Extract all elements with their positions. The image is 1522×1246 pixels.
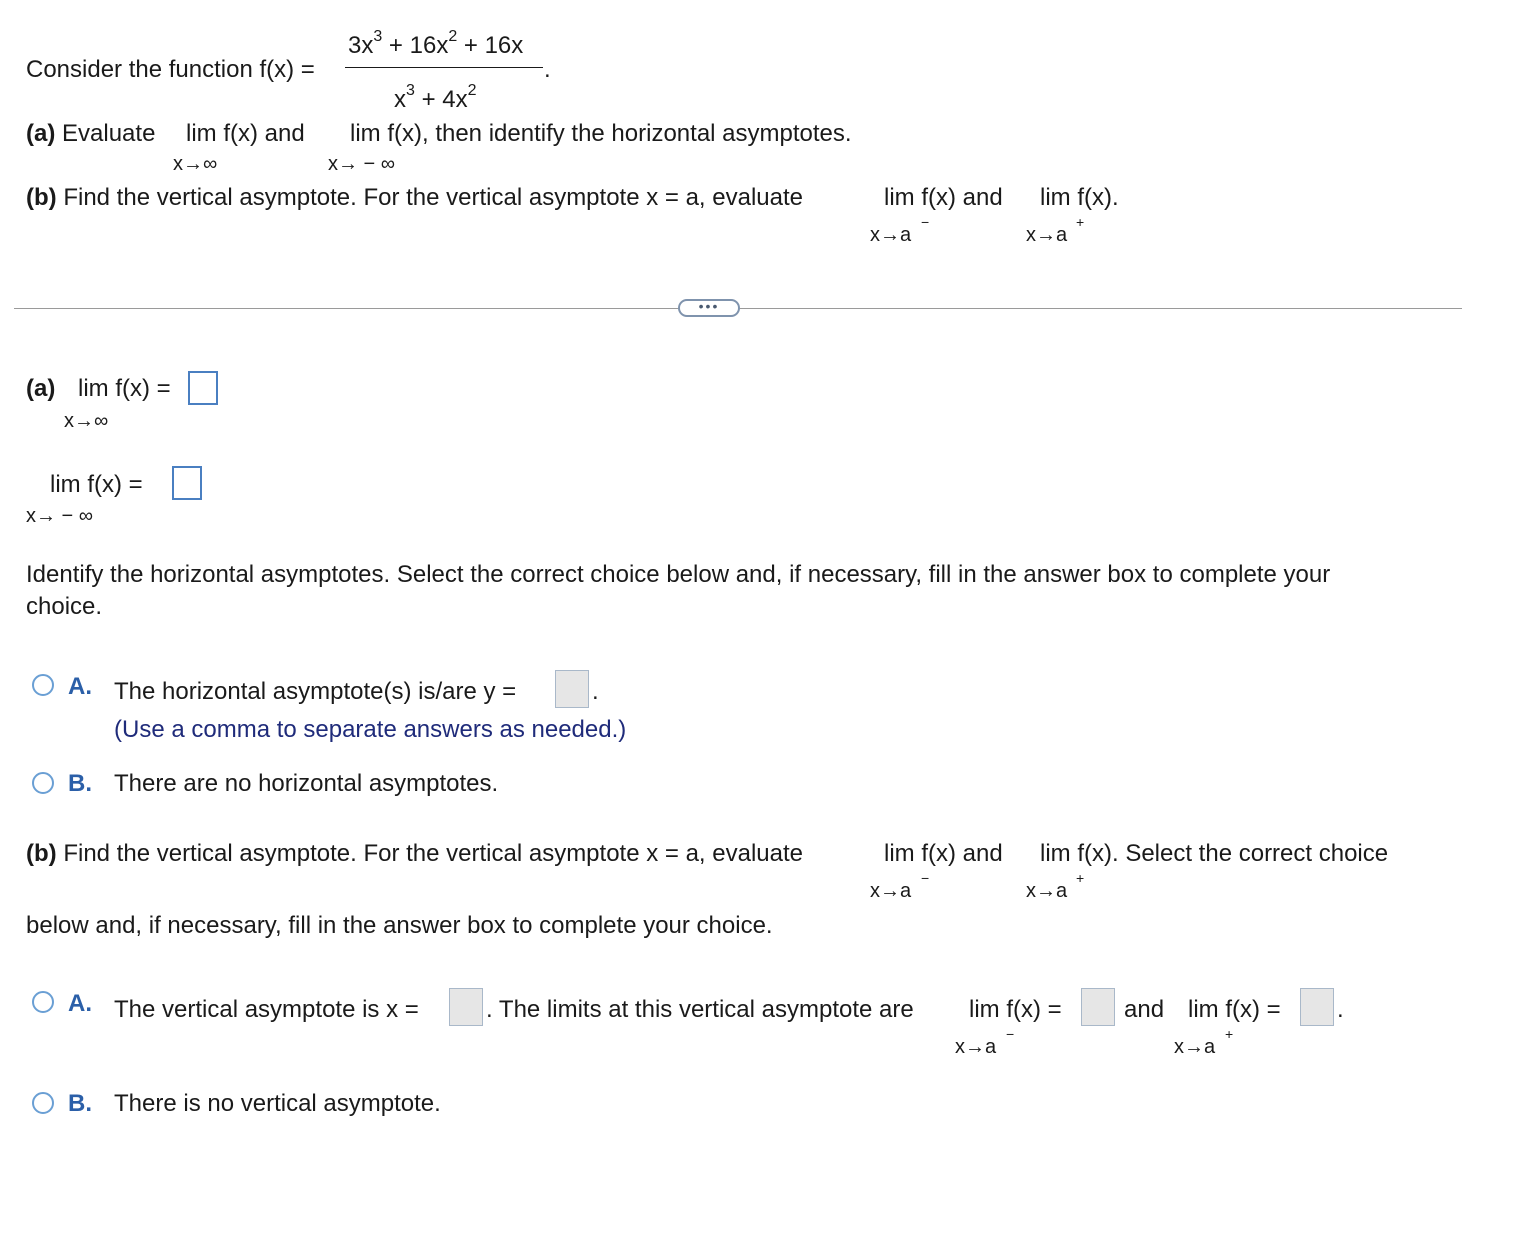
limit-inf-answer-box[interactable] (188, 371, 218, 405)
part-b-prompt: (b) Find the vertical asymptote. For the vertical asymptote x = a, evaluate (26, 184, 804, 211)
part-b-q-sup2: + (1076, 870, 1085, 886)
choice-va-sup1: − (1006, 1026, 1015, 1042)
part-a-prompt: (a) Evaluate (26, 120, 156, 147)
part-a-sub1: x→∞ (173, 153, 218, 175)
choice-va-letter: A. (68, 990, 92, 1017)
choice-va-sup2: + (1225, 1026, 1234, 1042)
limit-neg-inf-answer-box[interactable] (172, 466, 202, 500)
part-b-q-lim2: lim f(x). Select the correct choice (1040, 840, 1389, 867)
choice-a-hint: (Use a comma to separate answers as needed.) (114, 716, 627, 743)
choice-b-text: There are no horizontal asymptotes. (114, 770, 499, 797)
part-b-lim1: lim f(x) and (884, 184, 1003, 211)
part-b-sub2: x→a (1026, 224, 1068, 246)
identify-line2: choice. (26, 593, 103, 620)
choice-va-lim1: lim f(x) = (969, 996, 1062, 1023)
answer-a-sub1: x→∞ (64, 410, 109, 432)
radio-choice-a-vertical[interactable] (32, 991, 54, 1013)
part-b-q-line2: below and, if necessary, fill in the answer box to complete your choice. (26, 912, 773, 939)
part-b-q-lim1: lim f(x) and (884, 840, 1003, 867)
choice-vb-letter: B. (68, 1090, 92, 1117)
part-a-sub2: x→ − ∞ (328, 153, 396, 175)
radio-choice-a-horizontal[interactable] (32, 674, 54, 696)
horizontal-asymptote-input[interactable] (555, 670, 589, 708)
intro-period: . (544, 56, 551, 83)
choice-va-period: . (1337, 996, 1344, 1023)
left-limit-input[interactable] (1081, 988, 1115, 1026)
right-limit-input[interactable] (1300, 988, 1334, 1026)
part-b-sup2: + (1076, 214, 1085, 230)
expand-dots-button[interactable]: ••• (678, 299, 740, 317)
answer-a-lim2: lim f(x) = (50, 471, 143, 498)
part-a-lim2: lim f(x), then identify the horizontal asymptotes. (350, 120, 852, 147)
answer-a-lim1: lim f(x) = (78, 375, 171, 402)
vertical-asymptote-input[interactable] (449, 988, 483, 1026)
part-a-lim1: lim f(x) and (186, 120, 305, 147)
choice-va-sub2: x→a (1174, 1036, 1216, 1058)
radio-choice-b-horizontal[interactable] (32, 772, 54, 794)
choice-va-text2: . The limits at this vertical asymptote are (486, 996, 914, 1023)
choice-va-and: and (1124, 996, 1165, 1023)
part-b-sub1: x→a (870, 224, 912, 246)
choice-a-text: The horizontal asymptote(s) is/are y = (114, 678, 517, 705)
part-b-q-sup1: − (921, 870, 930, 886)
part-b-question: (b) Find the vertical asymptote. For the vertical asymptote x = a, evaluate (26, 840, 804, 867)
numerator: $3x^3 + 16x^2 + 16x$ (348, 28, 524, 59)
intro-text: Consider the function f(x) = (26, 56, 315, 83)
choice-vb-text: There is no vertical asymptote. (114, 1090, 441, 1117)
choice-va-text1: The vertical asymptote is x = (114, 996, 419, 1023)
choice-a-letter: A. (68, 673, 92, 700)
choice-a-period: . (592, 678, 599, 705)
part-b-lim2: lim f(x). (1040, 184, 1119, 211)
choice-b-letter: B. (68, 770, 92, 797)
answer-a-sub2: x→ − ∞ (26, 505, 94, 527)
part-b-sup1: − (921, 214, 930, 230)
choice-va-sub1: x→a (955, 1036, 997, 1058)
answer-a-label: (a) (26, 375, 56, 402)
radio-choice-b-vertical[interactable] (32, 1092, 54, 1114)
part-b-q-sub1: x→a (870, 880, 912, 902)
fraction-bar (345, 67, 543, 68)
denominator: $x^3 + 4x^2$ (394, 82, 477, 113)
choice-va-lim2: lim f(x) = (1188, 996, 1281, 1023)
part-b-q-sub2: x→a (1026, 880, 1068, 902)
identify-line1: Identify the horizontal asymptotes. Select the correct choice below and, if necessary, fill in the answer box to complete your (26, 561, 1331, 588)
